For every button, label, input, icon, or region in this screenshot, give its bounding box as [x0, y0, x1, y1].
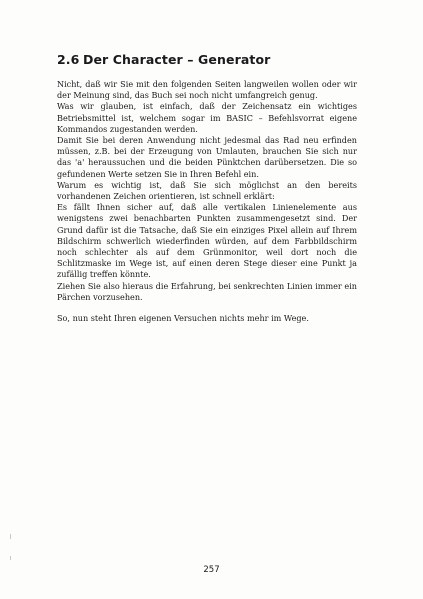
section-title: Der Character – Generator	[83, 52, 271, 67]
page-number: 257	[203, 565, 220, 575]
paragraph: Damit Sie bei deren Anwendung nicht jedesmal das Rad neu erfinden müssen, z.B. bei der Erzeugung von Umlauten, brauchen Sie sich nur das 'a' heraussuchen und die beiden Pünktchen darübersetzen. Die so gefundenen Werte setzen Sie in Ihren Befehl ein.	[57, 135, 357, 179]
section-number: 2.6	[57, 52, 80, 67]
section-heading	[57, 52, 270, 67]
scan-mark	[10, 556, 11, 560]
paragraph: So, nun steht Ihren eigenen Versuchen nichts mehr im Wege.	[57, 313, 309, 324]
scan-mark	[10, 534, 11, 539]
paragraph: Was wir glauben, ist einfach, daß der Zeichensatz ein wichtiges Betriebsmittel ist, welchem sogar im BASIC – Befehlsvorrat eigene Kommandos zugestanden werden.	[57, 101, 357, 134]
body-text	[57, 79, 357, 324]
paragraph: Nicht, daß wir Sie mit den folgenden Seiten langweilen wollen oder wir der Meinung sind, das Buch sei noch nicht umfangreich genug.	[57, 79, 357, 101]
paragraph: Es fällt Ihnen sicher auf, daß alle vertikalen Linienelemente aus wenigstens zwei benachbarten Punkten zusammengesetzt sind. Der Grund dafür ist die Tatsache, daß Sie ein einziges Pixel allein auf Ihrem Bildschirm schwerlich wiederfinden würden, auf dem Farbbildschirm noch schlechter als auf dem Grünmonitor, weil dort noch die Schlitzmaske im Wege ist, auf einen deren Stege dieser eine Punkt ja zufällig treffen könnte.	[57, 202, 357, 280]
paragraph: Ziehen Sie also hieraus die Erfahrung, bei senkrechten Linien immer ein Pärchen vorzusehen.	[57, 280, 357, 302]
paragraph: Warum es wichtig ist, daß Sie sich möglichst an den bereits vorhandenen Zeichen orientieren, ist schnell erklärt:	[57, 179, 357, 202]
